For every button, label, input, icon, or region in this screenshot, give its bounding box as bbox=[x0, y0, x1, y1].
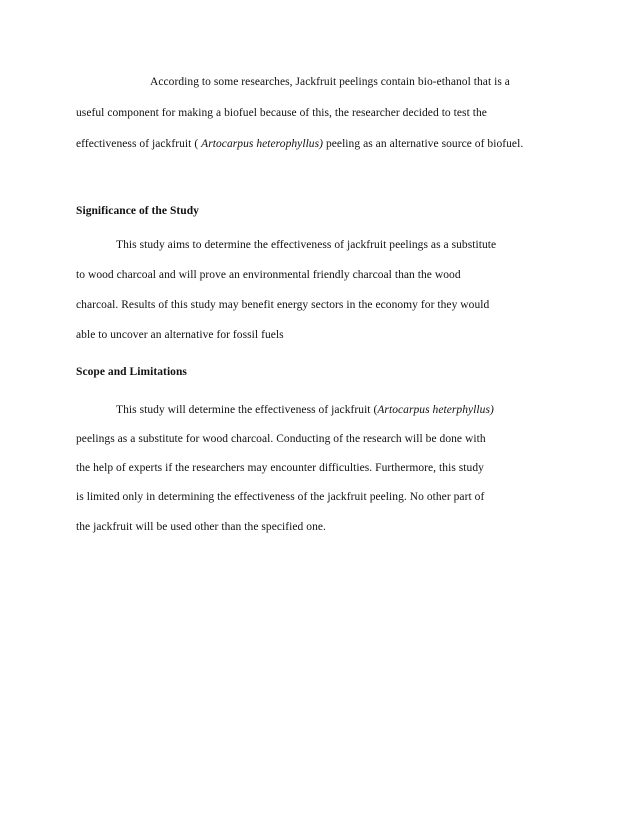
scope-line-3: the help of experts if the researchers may encounter difficulties. Furthermore, this study bbox=[76, 462, 484, 474]
significance-line-3: charcoal. Results of this study may benefit energy sectors in the economy for they would bbox=[76, 299, 490, 311]
scope-scientific-name: Artocarpus heterphyllus) bbox=[377, 404, 494, 416]
intro-scientific-name: Artocarpus heterophyllus) bbox=[201, 138, 324, 150]
intro-line-3-pre: effectiveness of jackfruit ( bbox=[76, 138, 202, 150]
scope-line-5: the jackfruit will be used other than the specified one. bbox=[76, 521, 326, 533]
significance-heading: Significance of the Study bbox=[76, 205, 199, 217]
significance-line-2: to wood charcoal and will prove an environmental friendly charcoal than the wood bbox=[76, 269, 461, 281]
significance-line-4: able to uncover an alternative for fossil fuels bbox=[76, 329, 284, 341]
intro-line-3 bbox=[76, 137, 523, 151]
scope-line-4: is limited only in determining the effectiveness of the jackfruit peeling. No other part of bbox=[76, 491, 485, 503]
scope-heading: Scope and Limitations bbox=[76, 366, 187, 378]
intro-line-3-post: peeling as an alternative source of biofuel. bbox=[323, 138, 524, 150]
intro-line-2: useful component for making a biofuel because of this, the researcher decided to test the bbox=[76, 107, 487, 119]
scope-line-1-pre: This study will determine the effectiveness of jackfruit ( bbox=[116, 404, 378, 416]
intro-line-1: According to some researches, Jackfruit peelings contain bio-ethanol that is a bbox=[150, 76, 510, 88]
scope-line-2: peelings as a substitute for wood charcoal. Conducting of the research will be done with bbox=[76, 433, 486, 445]
scope-line-1 bbox=[116, 403, 494, 417]
significance-line-1: This study aims to determine the effectiveness of jackfruit peelings as a substitute bbox=[116, 239, 497, 251]
